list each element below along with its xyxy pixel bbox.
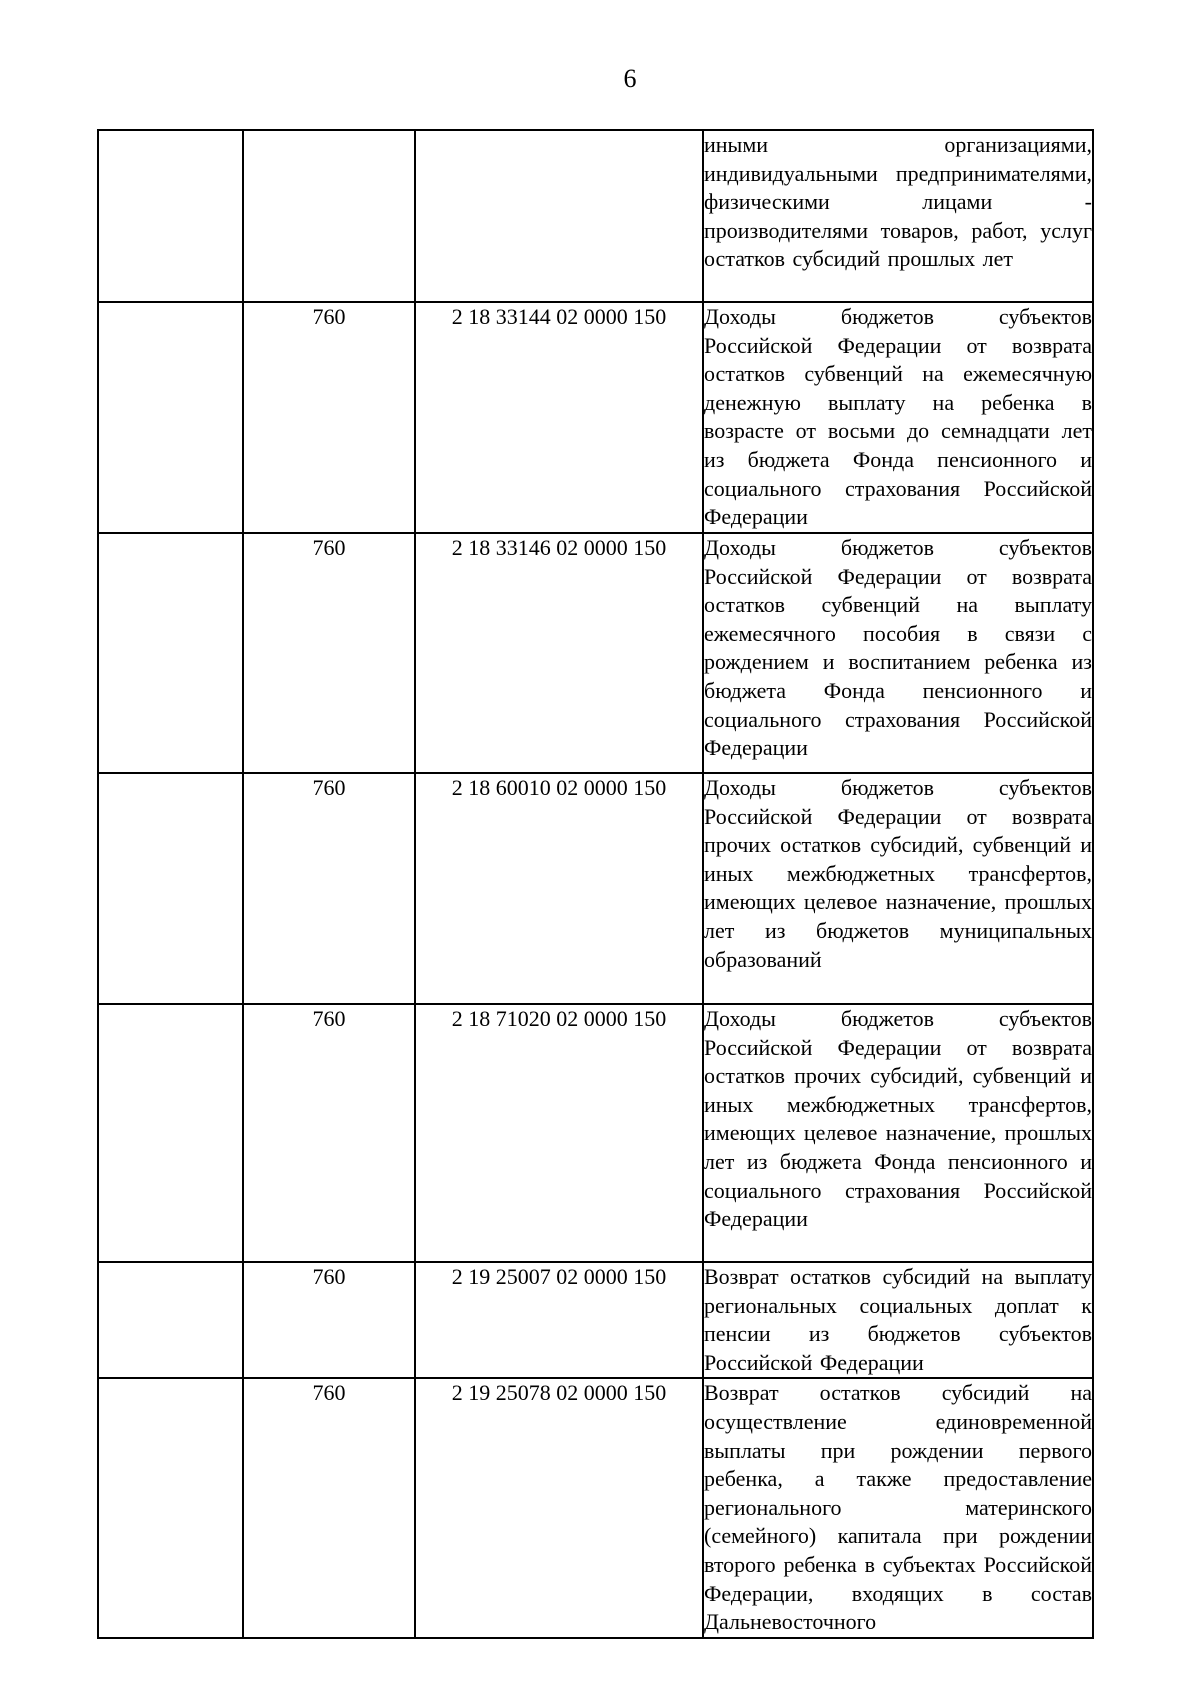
budget-code-cell: 2 18 33144 02 0000 150 xyxy=(415,302,703,533)
budget-code-cell: 2 19 25078 02 0000 150 xyxy=(415,1378,703,1637)
table-row xyxy=(98,302,1093,533)
description-cell: иными организациями, индивидуальными предпринимателями, физическими лицами - производителями товаров, работ, услуг остатков субсидий прошлых лет xyxy=(703,130,1093,302)
admin-code-cell: 760 xyxy=(243,302,415,533)
admin-code-cell: 760 xyxy=(243,1262,415,1378)
budget-code-cell: 2 18 71020 02 0000 150 xyxy=(415,1004,703,1262)
table-row xyxy=(98,1378,1093,1637)
budget-code-cell xyxy=(415,130,703,302)
description-cell: Доходы бюджетов субъектов Российской Федерации от возврата остатков субвенций на ежемесячную денежную выплату на ребенка в возрасте от восьми до семнадцати лет из бюджета Фонда пенсионного и социального страхования Российской Федерации xyxy=(703,302,1093,533)
admin-code-cell: 760 xyxy=(243,773,415,1004)
admin-code-cell: 760 xyxy=(243,1004,415,1262)
table-row xyxy=(98,1262,1093,1378)
row-empty-cell xyxy=(98,1378,243,1637)
description-cell: Доходы бюджетов субъектов Российской Федерации от возврата прочих остатков субсидий, субвенций и иных межбюджетных трансфертов, имеющих целевое назначение, прошлых лет из бюджетов муниципальных образований xyxy=(703,773,1093,1004)
admin-code-cell xyxy=(243,130,415,302)
description-cell: Возврат остатков субсидий на выплату региональных социальных доплат к пенсии из бюджетов субъектов Российской Федерации xyxy=(703,1262,1093,1378)
row-empty-cell xyxy=(98,773,243,1004)
row-empty-cell xyxy=(98,1262,243,1378)
table-row xyxy=(98,533,1093,773)
table-row xyxy=(98,130,1093,302)
row-empty-cell xyxy=(98,533,243,773)
table-row xyxy=(98,1004,1093,1262)
admin-code-cell: 760 xyxy=(243,1378,415,1637)
budget-code-cell: 2 19 25007 02 0000 150 xyxy=(415,1262,703,1378)
admin-code-cell: 760 xyxy=(243,533,415,773)
budget-classification-table xyxy=(97,129,1094,1639)
budget-code-cell: 2 18 33146 02 0000 150 xyxy=(415,533,703,773)
table-row xyxy=(98,773,1093,1004)
description-cell: Возврат остатков субсидий на осуществление единовременной выплаты при рождении первого ребенка, а также предоставление регионального материнского (семейного) капитала при рождении второго ребенка в субъектах Российской Федерации, входящих в состав Дальневосточного xyxy=(703,1378,1093,1637)
description-cell: Доходы бюджетов субъектов Российской Федерации от возврата остатков субвенций на выплату ежемесячного пособия в связи с рождением и воспитанием ребенка из бюджета Фонда пенсионного и социального страхования Российской Федерации xyxy=(703,533,1093,773)
row-empty-cell xyxy=(98,130,243,302)
row-empty-cell xyxy=(98,302,243,533)
row-empty-cell xyxy=(98,1004,243,1262)
budget-code-cell: 2 18 60010 02 0000 150 xyxy=(415,773,703,1004)
page-number: 6 xyxy=(623,64,637,93)
description-cell: Доходы бюджетов субъектов Российской Федерации от возврата остатков прочих субсидий, субвенций и иных межбюджетных трансфертов, имеющих целевое назначение, прошлых лет из бюджета Фонда пенсионного и социального страхования Российской Федерации xyxy=(703,1004,1093,1262)
